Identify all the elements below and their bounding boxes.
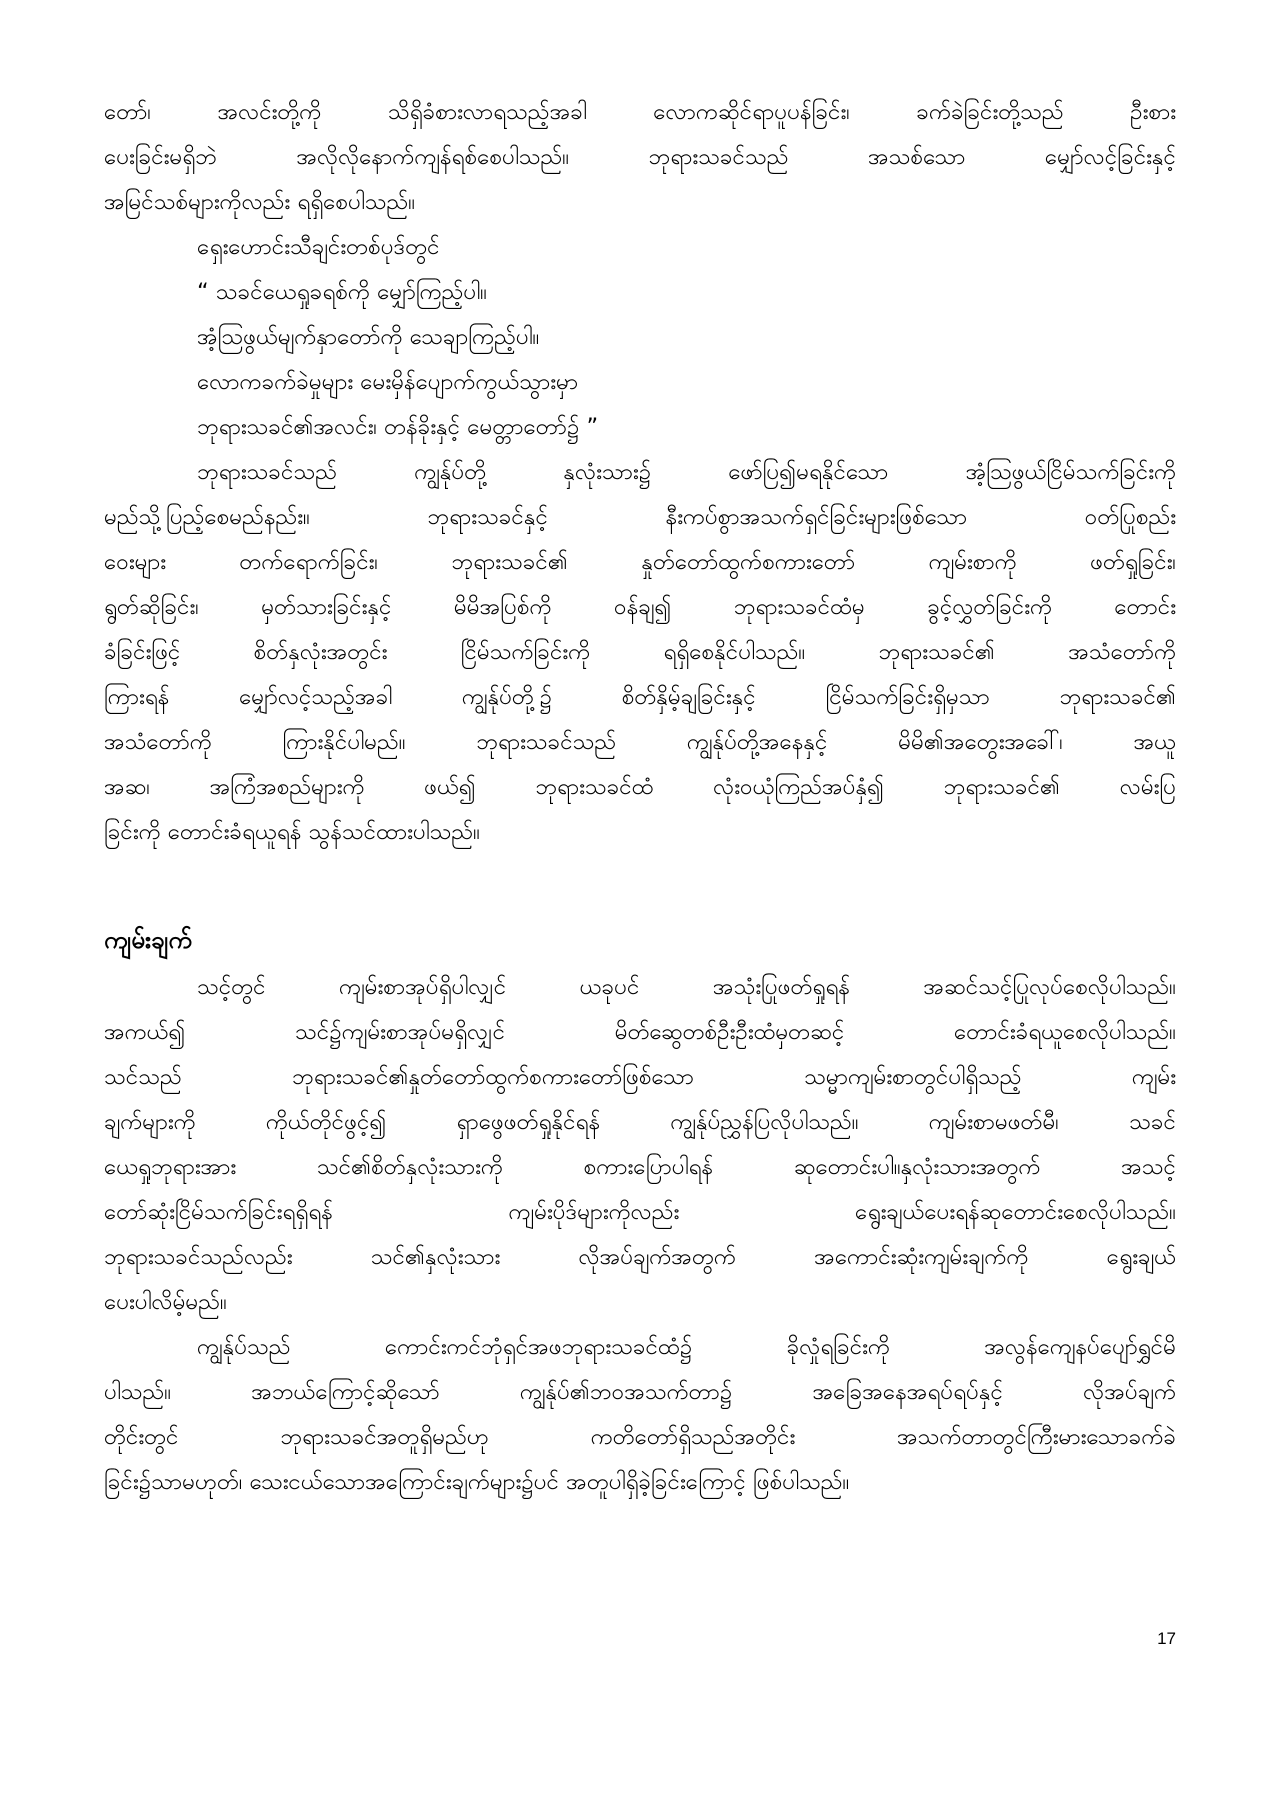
paragraph-line: အကယ်၍ သင်၌ကျမ်းစာအုပ်မရှိလျှင် မိတ်ဆွေတစ်ဦးဦးထံမှတဆင့် တောင်းခံရယူစေလိုပါသည်။	[104, 1019, 1176, 1045]
paragraph-line: ကျွန်ုပ်သည် ကောင်းကင်ဘုံရှင်အဖဘုရားသခင်ထံ၌ ခိုလှုံရခြင်းကို အလွန်ကျေနပ်ပျော်ရွှင်မိ	[197, 1334, 1176, 1360]
paragraph-line: ဝေးများ တက်ရောက်ခြင်း၊ ဘုရားသခင်၏ နှုတ်တော်ထွက်စကားတော် ကျမ်းစာကို ဖတ်ရှုခြင်း၊	[104, 549, 1176, 575]
paragraph-line: ခြင်းကို တောင်းခံရယူရန် သွန်သင်ထားပါသည်။	[104, 819, 480, 845]
paragraph-line: ခံခြင်းဖြင့် စိတ်နှလုံးအတွင်း ငြိမ်သက်ခြင်းကို ရရှိစေနိုင်ပါသည်။ ဘုရားသခင်၏ အသံတော်ကို	[104, 639, 1176, 665]
paragraph-line: မည်သို့ပြည့်စေမည်နည်း။ ဘုရားသခင်နှင့် နီးကပ်စွာအသက်ရှင်ခြင်းများဖြစ်သော ဝတ်ပြုစည်း	[104, 504, 1176, 530]
hymn-line: ဘုရားသခင်၏အလင်း၊ တန်ခိုးနှင့် မေတ္တာတော်၌ ”	[197, 414, 599, 440]
paragraph-line: ကြားရန် မျှော်လင့်သည့်အခါ ကျွန်ုပ်တို့၌ စိတ်နှိမ့်ချခြင်းနှင့် ငြိမ်သက်ခြင်းရှိမှသာ ဘုရားသခင်၏	[104, 684, 1176, 710]
paragraph-line: အဆ၊ အကြံအစည်များကို ဖယ်၍ ဘုရားသခင်ထံ လုံးဝယုံကြည်အပ်နှံ၍ ဘုရားသခင်၏ လမ်းပြ	[104, 774, 1176, 800]
paragraph-line: ချက်များကို ကိုယ်တိုင်ဖွင့်၍ ရှာဖွေဖတ်ရှုနိုင်ရန် ကျွန်ုပ်ညွှန်ပြလိုပါသည်။ ကျမ်းစာမဖတ်မီ၊ သခင်	[104, 1109, 1176, 1135]
section-heading: ကျမ်းချက်	[104, 926, 192, 954]
paragraph-line: ယေရှုဘုရားအား သင်၏စိတ်နှလုံးသားကို စကားပြောပါရန် ဆုတောင်းပါ။နှလုံးသားအတွက် အသင့်	[104, 1154, 1176, 1180]
paragraph-line: ခြင်း၌သာမဟုတ်၊ သေးငယ်သောအကြောင်းချက်များ၌ပင် အတူပါရှိခဲ့ခြင်းကြောင့် ဖြစ်ပါသည်။	[104, 1469, 850, 1495]
paragraph-line: တော်ဆုံးငြိမ်သက်ခြင်းရရှိရန် ကျမ်းပိုဒ်များကိုလည်း ရွေးချယ်ပေးရန်ဆုတောင်းစေလိုပါသည်။	[104, 1199, 1176, 1225]
paragraph-line: ဘုရားသခင်သည်လည်း သင်၏နှလုံးသား လိုအပ်ချက်အတွက် အကောင်းဆုံးကျမ်းချက်ကို ရွေးချယ်	[104, 1244, 1176, 1270]
hymn-line: “ သခင်ယေရှုခရစ်ကို မျှော်ကြည့်ပါ။	[197, 279, 487, 305]
page-number: 17	[1157, 1629, 1176, 1648]
paragraph-line: အမြင်သစ်များကိုလည်း ရရှိစေပါသည်။	[104, 189, 416, 215]
paragraph-line: ပေးခြင်းမရှိဘဲ အလိုလိုနောက်ကျန်ရစ်စေပါသည်။ ဘုရားသခင်သည် အသစ်သော မျှော်လင့်ခြင်းနှင့်	[104, 144, 1176, 170]
paragraph-line: ဘုရားသခင်သည် ကျွန်ုပ်တို့ နှလုံးသား၌ ဖော်ပြ၍မရနိုင်သော အံ့သြဖွယ်ငြိမ်သက်ခြင်းကို	[197, 459, 1176, 485]
paragraph-line: အသံတော်ကို ကြားနိုင်ပါမည်။ ဘုရားသခင်သည် ကျွန်ုပ်တို့အနေနှင့် မိမိ၏အတွေးအခေါ်၊ အယူ	[104, 729, 1176, 755]
paragraph-line: ပါသည်။ အဘယ်ကြောင့်ဆိုသော် ကျွန်ုပ်၏ဘဝအသက်တာ၌ အခြေအနေအရပ်ရပ်နှင့် လိုအပ်ချက်	[104, 1379, 1176, 1405]
paragraph-line: သင်သည် ဘုရားသခင်၏နှုတ်တော်ထွက်စကားတော်ဖြစ်သော သမ္မာကျမ်းစာတွင်ပါရှိသည့် ကျမ်း	[104, 1064, 1176, 1090]
paragraph-line: သင့်တွင် ကျမ်းစာအုပ်ရှိပါလျှင် ယခုပင် အသုံးပြုဖတ်ရှုရန် အဆင်သင့်ပြုလုပ်စေလိုပါသည်။	[197, 974, 1176, 1000]
paragraph-line: တော်၊ အလင်းတို့ကို သိရှိခံစားလာရသည့်အခါ လောကဆိုင်ရာပူပန်ခြင်း၊ ခက်ခဲခြင်းတို့သည် ဦးစား	[104, 99, 1176, 125]
hymn-line: ရှေးဟောင်းသီချင်းတစ်ပုဒ်တွင်	[197, 234, 440, 260]
paragraph-line: တိုင်းတွင် ဘုရားသခင်အတူရှိမည်ဟု ကတိတော်ရှိသည်အတိုင်း အသက်တာတွင်ကြီးမားသောခက်ခဲ	[104, 1424, 1176, 1450]
paragraph-line: ပေးပါလိမ့်မည်။	[104, 1289, 227, 1315]
paragraph-line: ရွတ်ဆိုခြင်း၊ မှတ်သားခြင်းနှင့် မိမိအပြစ်ကို ဝန်ချ၍ ဘုရားသခင်ထံမှ ခွင့်လွှတ်ခြင်းကို တောင်း	[104, 594, 1176, 620]
hymn-line: လောကခက်ခဲမှုများ မေးမှိန်ပျောက်ကွယ်သွားမှာ	[197, 369, 579, 395]
hymn-line: အံ့သြဖွယ်မျက်နှာတော်ကို သေချာကြည့်ပါ။	[197, 324, 540, 350]
